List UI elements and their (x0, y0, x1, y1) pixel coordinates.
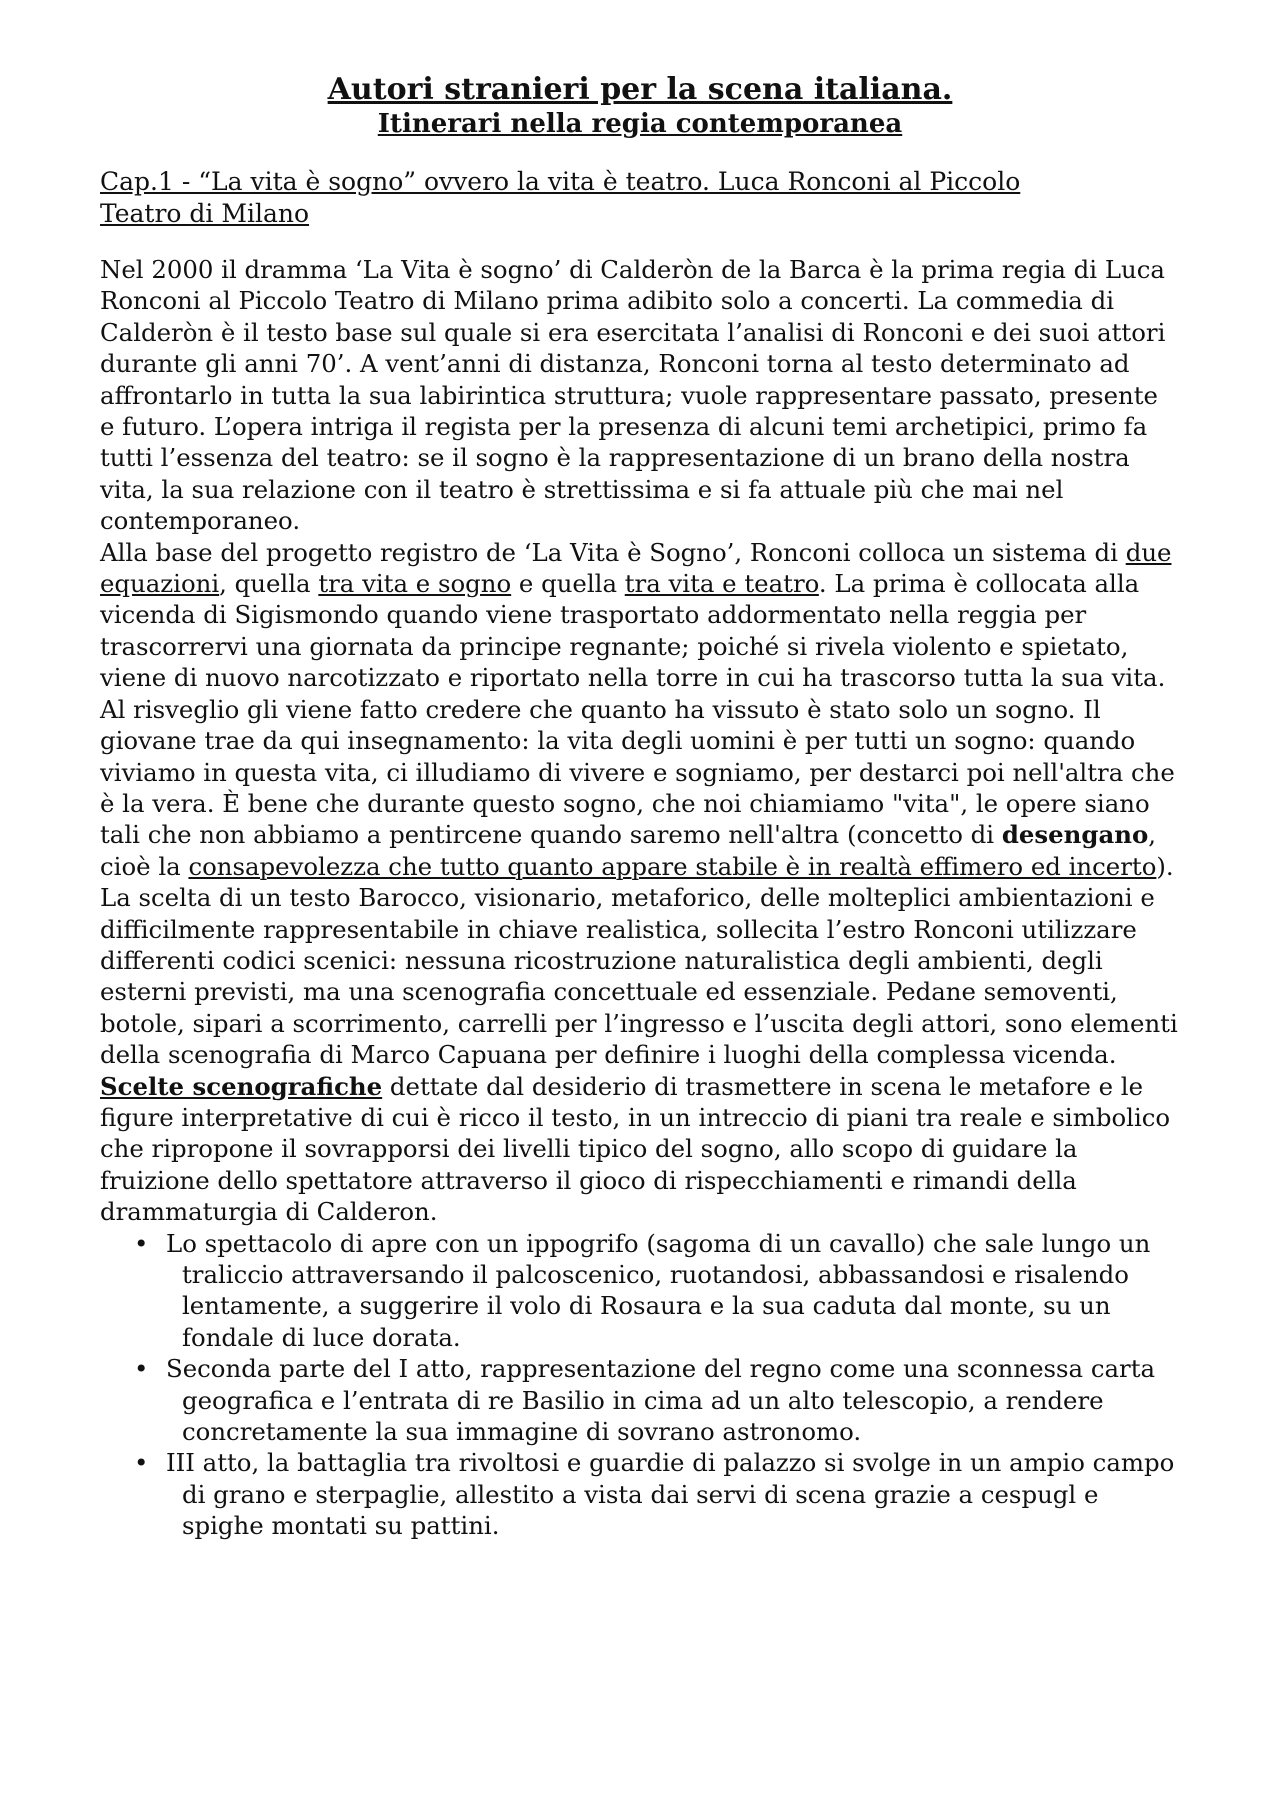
text-run: , cioè la (100, 820, 1157, 881)
bullet-marker: • (134, 1354, 149, 1384)
list-item-text: Lo spettacolo di apre con un ippogrifo (sagoma di un cavallo) che sale lungo un traliccio attraversando il palcoscenico, ruotandosi, abbassandosi e risalendo lentamente, a suggerire il volo di Rosaura e la sua caduta dal monte, su un fondale di luce dorata. (166, 1228, 1151, 1352)
bullet-marker: • (134, 1448, 149, 1478)
underlined-phrase: consapevolezza che tutto quanto appare stabile è in realtà effimero ed incerto (188, 851, 1157, 881)
bold-underlined-term: Scelte scenografiche (100, 1071, 383, 1101)
underlined-phrase: tra vita e teatro (624, 569, 819, 599)
list-item-text: Seconda parte del I atto, rappresentazione del regno come una sconnessa carta geografica e l’entrata di re Basilio in cima ad un alto telescopio, a rendere concretamente la sua immagine di sovrano astronomo. (166, 1354, 1156, 1447)
text-run: dettate dal desiderio di trasmettere in scena le metafore e le figure interpretative di cui è ricco il testo, in un intreccio di piani tra reale e simbolico che ripropone il sovrapporsi dei livelli tipico del sogno, allo scopo di guidare la fruizione dello spettatore attraverso il gioco di rispecchiamenti e rimandi della drammaturgia di Calderon. (100, 1071, 1171, 1227)
text-run: , quella (219, 569, 319, 599)
paragraph-equations (100, 537, 1180, 1071)
underlined-phrase: tra vita e sogno (318, 569, 512, 599)
underlined-phrase: due equazioni (100, 537, 1172, 599)
bold-term: desengano (1001, 820, 1149, 850)
document-subtitle: Itinerari nella regia contemporanea (377, 109, 903, 139)
text-run: e quella (511, 569, 625, 599)
text-run: Alla base del progetto registro de ‘La Vita è Sogno’, Ronconi colloca un sistema di (100, 537, 1126, 567)
bullet-list (100, 1228, 1180, 1542)
chapter-heading: Cap.1 - “La vita è sogno” ovvero la vita è teatro. Luca Ronconi al Piccolo Teatro di Milano (100, 167, 1021, 228)
list-item (134, 1228, 1180, 1354)
paragraph-intro: Nel 2000 il dramma ‘La Vita è sogno’ di Calderòn de la Barca è la prima regia di Luca Ronconi al Piccolo Teatro di Milano prima adibito solo a concerti. La commedia di Calderòn è il testo base sul quale si era esercitata l’analisi di Ronconi e dei suoi attori durante gli anni 70’. A vent’anni di distanza, Ronconi torna al testo determinato ad affrontarlo in tutta la sua labirintica struttura; vuole rappresentare passato, presente e futuro. L’opera intriga il regista per la presenza di alcuni temi archetipici, primo fa tutti l’essenza del teatro: se il sogno è la rappresentazione di un brano della nostra vita, la sua relazione con il teatro è strettissima e si fa attuale più che mai nel contemporaneo. (100, 255, 1166, 536)
paragraph-scenography (100, 1071, 1180, 1228)
text-run: ). La scelta di un testo Barocco, visionario, metaforico, delle molteplici ambientazioni e difficilmente rappresentabile in chiave realistica, sollecita l’estro Ronconi utilizzare differenti codici scenici: nessuna ricostruzione naturalistica degli ambienti, degli esterni previsti, ma una scenografia concettuale ed essenziale. Pedane semoventi, botole, sipari a scorrimento, carrelli per l’ingresso e l’uscita degli attori, sono elementi della scenografia di Marco Capuana per definire i luoghi della complessa vicenda. (100, 851, 1178, 1070)
bullet-marker: • (134, 1228, 149, 1258)
text-run: . La prima è collocata alla vicenda di Sigismondo quando viene trasportato addormentato nella reggia per trascorrervi una giornata da principe regnante; poiché si rivela violento e spietato, viene di nuovo narcotizzato e riportato nella torre in cui ha trascorso tutta la sua vita. Al risveglio gli viene fatto credere che quanto ha vissuto è stato solo un sogno. Il giovane trae da qui insegnamento: la vita degli uomini è per tutti un sogno: quando viviamo in questa vita, ci illudiamo di vivere e sogniamo, per destarci poi nell'altra che è la vera. È bene che durante questo sogno, che noi chiamiamo "vita", le opere siano tali che non abbiamo a pentircene quando saremo nell'altra (concetto di (100, 569, 1175, 850)
list-item-text: III atto, la battaglia tra rivoltosi e guardie di palazzo si svolge in un ampio campo di grano e sterpaglie, allestito a vista dai servi di scena grazie a cespugl e spighe montati su pattini. (166, 1448, 1175, 1541)
list-item (134, 1447, 1180, 1541)
document-title: Autori stranieri per la scena italiana. (327, 72, 953, 107)
list-item (134, 1353, 1180, 1447)
